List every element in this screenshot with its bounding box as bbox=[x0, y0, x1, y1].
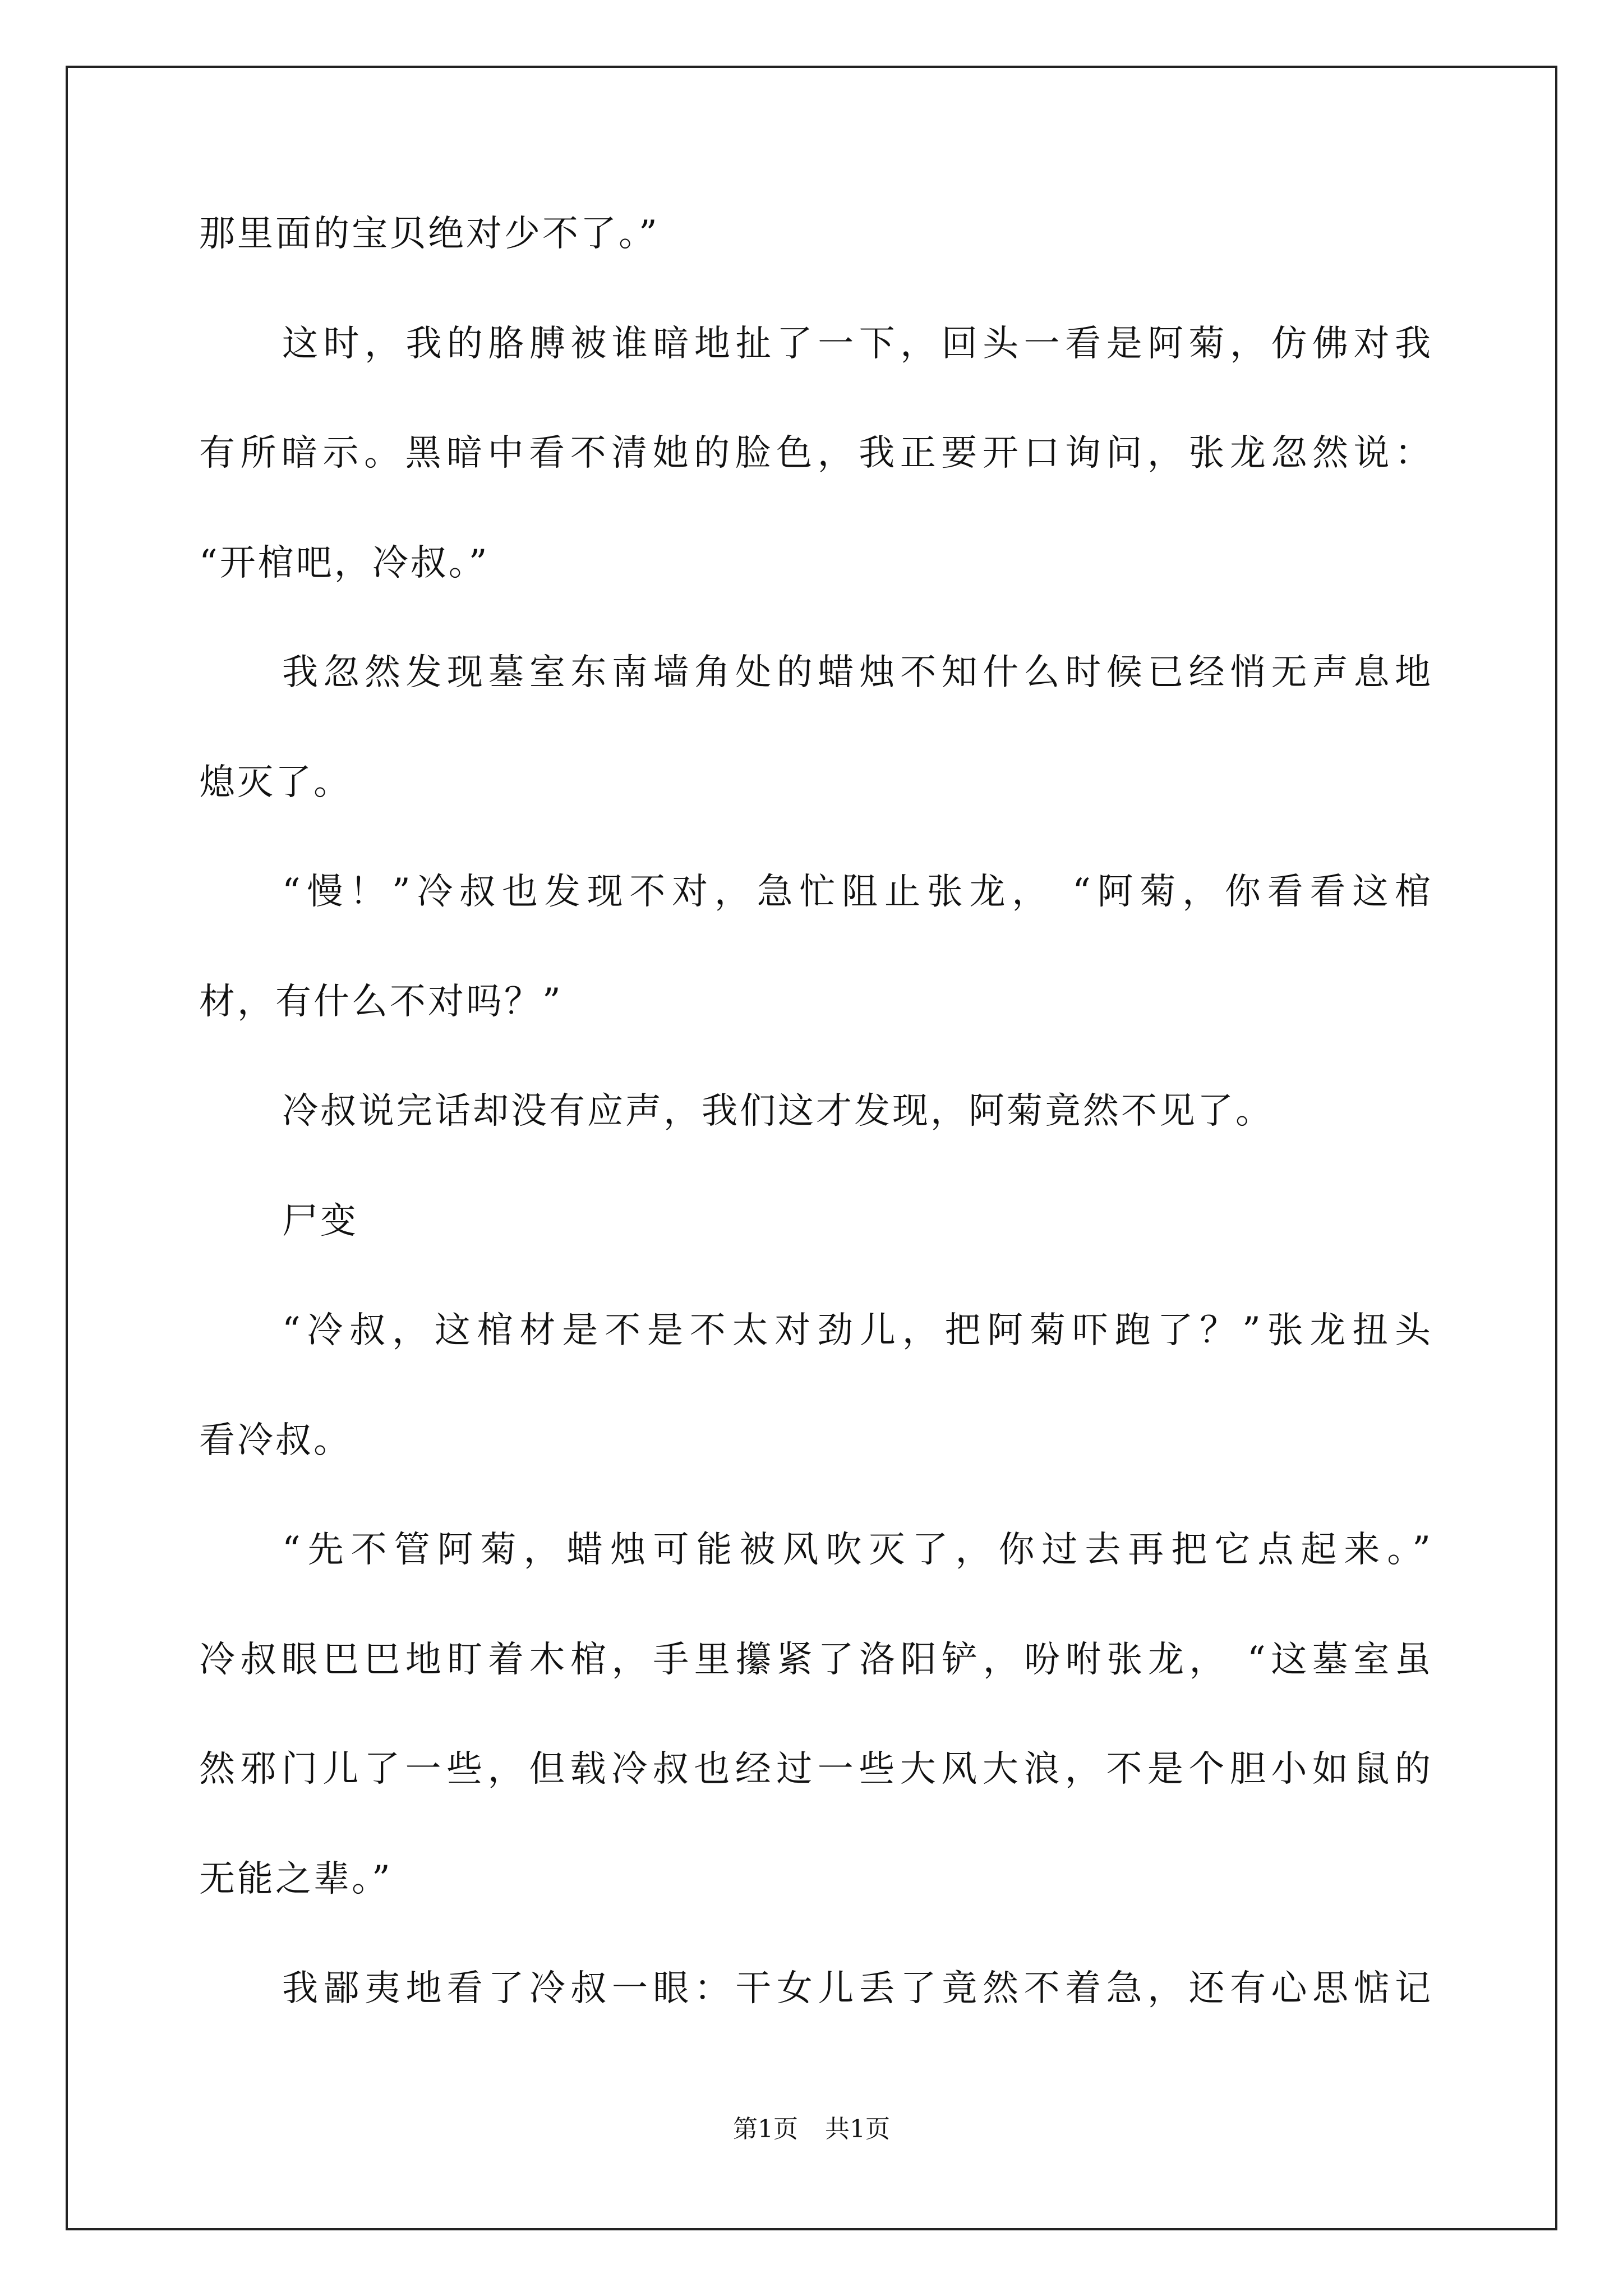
text-line: “慢！”冷叔也发现不对，急忙阻止张龙， “阿菊，你看看这棺 bbox=[282, 871, 1433, 913]
section-heading: 尸变 bbox=[282, 1200, 358, 1242]
text-line: 看冷叔。 bbox=[199, 1420, 352, 1461]
text-line: 无能之辈。” bbox=[199, 1858, 393, 1900]
page-border bbox=[66, 66, 1557, 2230]
text-line: 冷叔眼巴巴地盯着木棺，手里攥紧了洛阳铲，吩咐张龙， “这墓室虽 bbox=[199, 1639, 1433, 1681]
text-line: 这时，我的胳膊被谁暗地扯了一下，回头一看是阿菊，仿佛对我 bbox=[282, 323, 1433, 365]
page-footer bbox=[0, 2114, 1623, 2145]
text-line: “开棺吧，冷叔。” bbox=[199, 542, 490, 584]
text-line: 我忽然发现墓室东南墙角处的蜡烛不知什么时候已经悄无声息地 bbox=[282, 652, 1433, 693]
text-line: 熄灭了。 bbox=[199, 762, 352, 803]
page-number: 第1页 bbox=[733, 2115, 798, 2143]
text-line: 然邪门儿了一些，但载冷叔也经过一些大风大浪，不是个胆小如鼠的 bbox=[199, 1749, 1433, 1790]
text-line: 冷叔说完话却没有应声，我们这才发现，阿菊竟然不见了。 bbox=[282, 1091, 1274, 1132]
text-line: 那里面的宝贝绝对少不了。” bbox=[199, 213, 660, 255]
text-line: 有所暗示。黑暗中看不清她的脸色，我正要开口询问，张龙忽然说： bbox=[199, 432, 1433, 474]
text-line: 材，有什么不对吗？” bbox=[199, 981, 563, 1023]
page-total: 共1页 bbox=[825, 2115, 890, 2143]
text-line: 我鄙夷地看了冷叔一眼：干女儿丢了竟然不着急，还有心思惦记 bbox=[282, 1968, 1433, 2009]
text-line: “冷叔，这棺材是不是不太对劲儿，把阿菊吓跑了？”张龙扭头 bbox=[282, 1310, 1433, 1351]
text-line: “先不管阿菊，蜡烛可能被风吹灭了，你过去再把它点起来。” bbox=[282, 1529, 1433, 1571]
